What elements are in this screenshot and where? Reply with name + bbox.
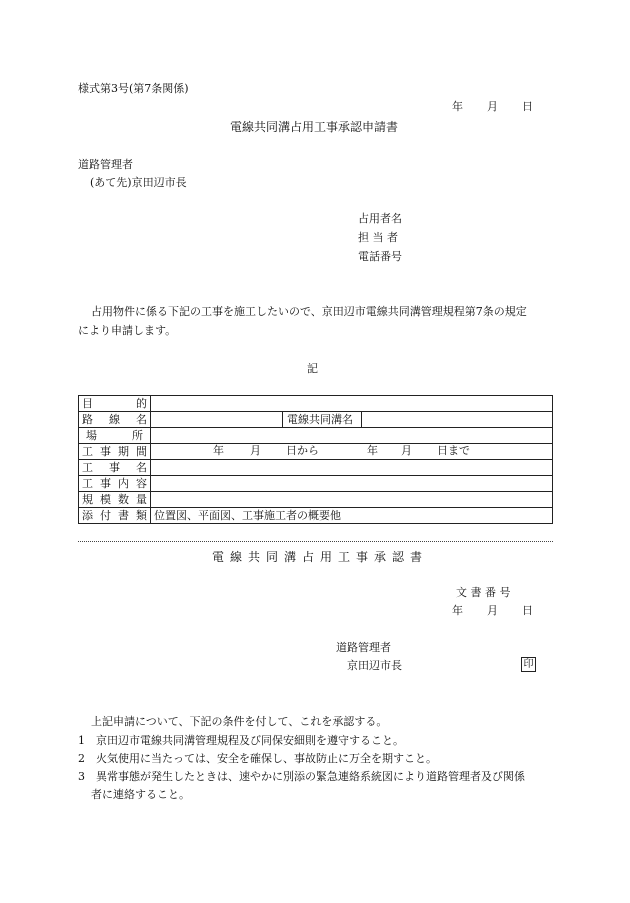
scale-qty-label [79, 492, 151, 508]
ki-heading: 記 [307, 362, 318, 375]
period-day-2: 日まで [437, 444, 470, 457]
attachments-value: 位置図、平面図、工事施工者の概要他 [151, 508, 553, 524]
scale-qty-text: 規 模 数 量 [82, 493, 147, 506]
period-year-2: 年 [367, 444, 378, 457]
route-name-value [151, 412, 553, 428]
period-month-1: 月 [250, 444, 261, 457]
route-name-input[interactable] [151, 412, 283, 427]
approval-manager: 道路管理者 [336, 641, 391, 654]
work-name-label [79, 460, 151, 476]
trench-name-label: 電線共同溝名 [283, 412, 362, 427]
addressee-line1: 道路管理者 [78, 158, 133, 171]
purpose-label [79, 396, 151, 412]
date-month: 月 [487, 100, 498, 113]
period-year-1: 年 [213, 444, 224, 457]
work-content-value[interactable] [151, 476, 553, 492]
approval-mayor: 京田辺市長 [347, 659, 402, 672]
approval-date-day: 日 [522, 604, 533, 617]
doc-number-label: 文 書 番 号 [456, 586, 511, 599]
period-month-2: 月 [401, 444, 412, 457]
place-label [79, 428, 151, 444]
work-content-text: 工 事 内 容 [82, 477, 147, 490]
form-number: 様式第3号(第7条関係) [78, 82, 189, 95]
seal-mark: 印 [521, 657, 536, 672]
period-text: 工 事 期 間 [82, 445, 147, 458]
date-day: 日 [522, 100, 533, 113]
condition-1: 1 京田辺市電線共同溝管理規程及び同保安細則を遵守すること。 [78, 734, 404, 747]
table-row [79, 396, 553, 412]
purpose-value[interactable] [151, 396, 553, 412]
route-name-label [79, 412, 151, 428]
period-value[interactable] [151, 444, 553, 460]
approval-title: 電線共同溝占用工事承認書 [212, 550, 429, 564]
approval-intro: 上記申請について、下記の条件を付して、これを承認する。 [91, 715, 388, 728]
applicant-person-label: 担 当 者 [358, 231, 398, 244]
work-content-label [79, 476, 151, 492]
approval-date-year: 年 [452, 604, 463, 617]
period-day-1: 日から [286, 444, 319, 457]
table-row [79, 476, 553, 492]
body-line1: 占用物件に係る下記の工事を施工したいので、京田辺市電線共同溝管理規程第7条の規定 [91, 305, 527, 318]
condition-3: 3 異常事態が発生したときは、速やかに別添の緊急連絡系統図により道路管理者及び関係 [78, 770, 525, 783]
application-table [78, 395, 553, 524]
condition-3-cont: 者に連絡すること。 [91, 788, 190, 801]
table-row [79, 460, 553, 476]
table-row [79, 444, 553, 460]
application-title: 電線共同溝占用工事承認申請書 [230, 120, 399, 134]
date-year: 年 [452, 100, 463, 113]
table-row [79, 428, 553, 444]
table-row [79, 508, 553, 524]
applicant-name-label: 占用者名 [358, 212, 402, 225]
attachments-text: 添 付 書 類 [82, 509, 147, 522]
scale-qty-value[interactable] [151, 492, 553, 508]
work-name-value[interactable] [151, 460, 553, 476]
addressee-line2: (あて先)京田辺市長 [90, 176, 187, 189]
work-name-text: 工 事 名 [82, 461, 147, 474]
body-line2: により申請します。 [78, 324, 177, 337]
trench-name-input[interactable] [362, 412, 552, 427]
table-row [79, 492, 553, 508]
approval-date-month: 月 [487, 604, 498, 617]
condition-2: 2 火気使用に当たっては、安全を確保し、事故防止に万全を期すこと。 [78, 752, 437, 765]
place-text: 場 所 [86, 429, 143, 442]
attachments-label [79, 508, 151, 524]
applicant-phone-label: 電話番号 [358, 250, 402, 263]
place-value[interactable] [151, 428, 553, 444]
table-row [79, 412, 553, 428]
purpose-text: 目 的 [82, 397, 147, 410]
route-name-text: 路 線 名 [82, 413, 147, 426]
dotted-separator [78, 541, 553, 542]
period-label [79, 444, 151, 460]
